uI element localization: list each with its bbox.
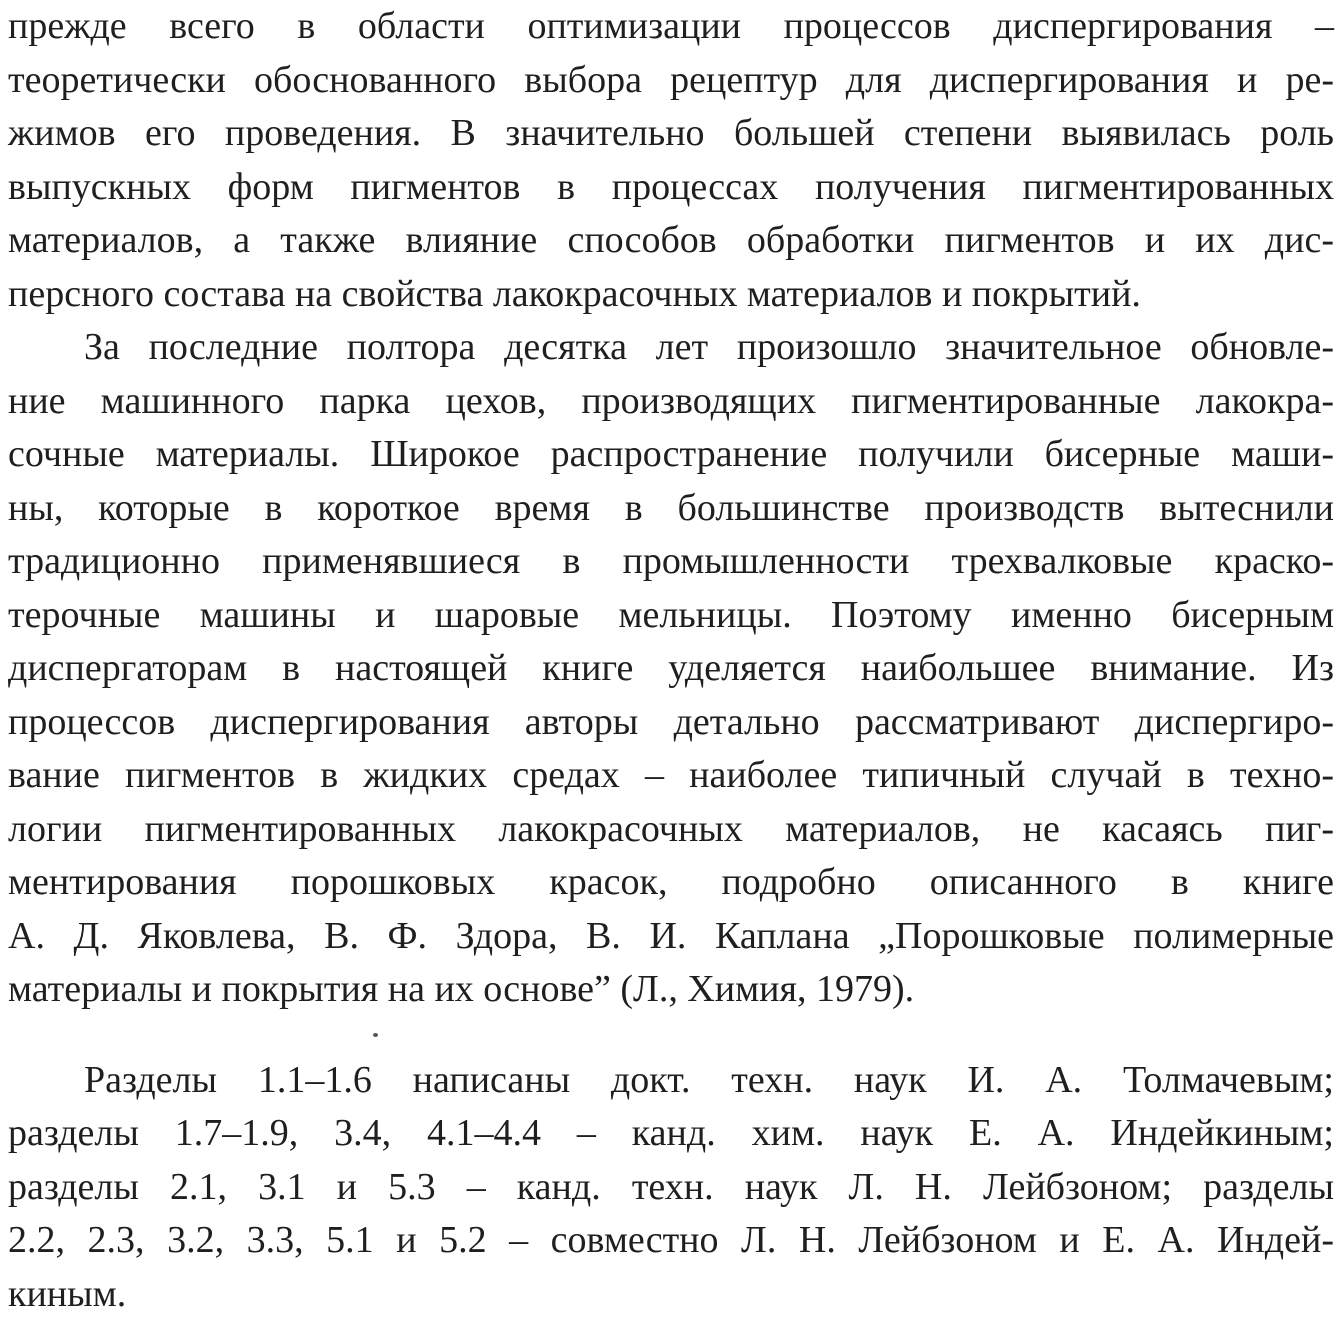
text-line: прежде всего в области оптимизации процессов диспергирования –: [8, 0, 1334, 54]
paragraph-2: [8, 321, 1334, 1017]
text-line: киным.: [8, 1268, 1334, 1321]
text-line: ментирования порошковых красок, подробно описанного в книге: [8, 856, 1334, 910]
section-spacer: [8, 1017, 1334, 1054]
text-line: логии пигментированных лакокрасочных материалов, не касаясь пиг-: [8, 803, 1334, 857]
text-line: вание пигментов в жидких средах – наиболее типичный случай в техно-: [8, 749, 1334, 803]
text-line: персного состава на свойства лакокрасочных материалов и покрытий.: [8, 268, 1334, 322]
paragraph-1: [8, 0, 1334, 321]
text-line: А. Д. Яковлева, В. Ф. Здора, В. И. Каплана „Порошковые полимерные: [8, 910, 1334, 964]
text-line: материалов, а также влияние способов обработки пигментов и их дис-: [8, 214, 1334, 268]
text-line: ны, которые в короткое время в большинстве производств вытеснили: [8, 482, 1334, 536]
text-line: За последние полтора десятка лет произошло значительное обновле-: [8, 321, 1334, 375]
text-line: разделы 1.7–1.9, 3.4, 4.1–4.4 – канд. хим. наук Е. А. Индейкиным;: [8, 1107, 1334, 1161]
text-line: диспергаторам в настоящей книге уделяется наибольшее внимание. Из: [8, 642, 1334, 696]
text-line: Разделы 1.1–1.6 написаны докт. техн. наук И. А. Толмачевым;: [8, 1054, 1334, 1108]
text-line: материалы и покрытия на их основе” (Л., Химия, 1979).: [8, 963, 1334, 1017]
text-line: жимов его проведения. В значительно большей степени выявилась роль: [8, 107, 1334, 161]
text-line: процессов диспергирования авторы детально рассматривают диспергиро-: [8, 696, 1334, 750]
text-line: теоретически обоснованного выбора рецептур для диспергирования и ре-: [8, 54, 1334, 108]
text-line: выпускных форм пигментов в процессах получения пигментированных: [8, 161, 1334, 215]
text-line: ние машинного парка цехов, производящих пигментированные лакокра-: [8, 375, 1334, 429]
text-line: традиционно применявшиеся в промышленности трехвалковые краско-: [8, 535, 1334, 589]
text-line: 2.2, 2.3, 3.2, 3.3, 5.1 и 5.2 – совместно Л. Н. Лейбзоном и Е. А. Индей-: [8, 1214, 1334, 1268]
text-line: разделы 2.1, 3.1 и 5.3 – канд. техн. наук Л. Н. Лейбзоном; разделы: [8, 1161, 1334, 1215]
document-page: [8, 0, 1334, 1321]
print-speck: [373, 1033, 378, 1037]
text-line: терочные машины и шаровые мельницы. Поэтому именно бисерным: [8, 589, 1334, 643]
paragraph-3: [8, 1054, 1334, 1321]
text-line: сочные материалы. Широкое распространение получили бисерные маши-: [8, 428, 1334, 482]
